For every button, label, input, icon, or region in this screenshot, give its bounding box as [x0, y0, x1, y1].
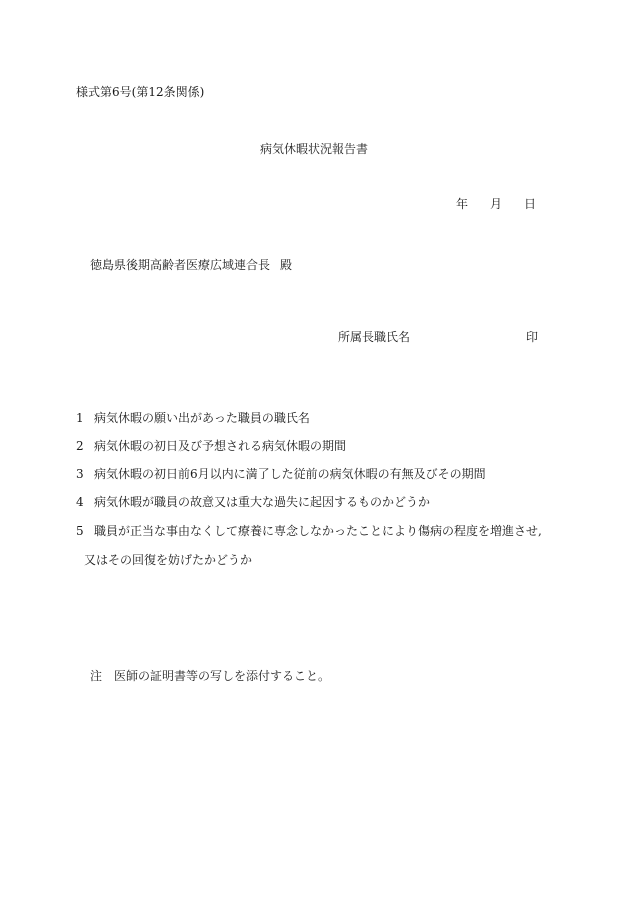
item-number: 2 — [76, 439, 84, 453]
item-text: 職員が正当な事由なくして療養に専念しなかったことにより傷病の程度を増進させ, — [94, 524, 542, 538]
item-text: 病気休暇の願い出があった職員の職氏名 — [94, 411, 310, 425]
note-text: 医師の証明書等の写しを添付すること。 — [114, 669, 331, 683]
sender-label: 所属長職氏名 — [338, 330, 411, 344]
seal-mark: 印 — [526, 330, 539, 344]
item-text: 病気休暇が職員の故意又は重大な過失に起因するものかどうか — [94, 495, 431, 509]
document-title: 病気休暇状況報告書 — [260, 142, 369, 156]
list-item — [76, 524, 542, 538]
addressee-name: 徳島県後期高齢者医療広域連合長 — [90, 258, 271, 272]
item-number: 5 — [76, 524, 84, 538]
item-number: 1 — [76, 411, 84, 425]
item-number: 3 — [76, 467, 84, 481]
list-item — [76, 411, 310, 425]
form-number: 様式第6号(第12条関係) — [76, 85, 205, 99]
item-text: 病気休暇の初日及び予想される病気休暇の期間 — [94, 439, 347, 453]
note — [90, 669, 330, 683]
list-item — [76, 495, 430, 509]
note-label: 注 — [90, 669, 103, 683]
item-text-continuation: 又はその回復を妨げたかどうか — [84, 553, 253, 567]
date-day-label: 日 — [524, 197, 537, 211]
list-item — [76, 467, 486, 481]
item-number: 4 — [76, 495, 84, 509]
date-year-label: 年 — [456, 197, 469, 211]
addressee — [90, 258, 292, 272]
addressee-honorific: 殿 — [280, 258, 293, 272]
date-line — [456, 197, 536, 211]
list-item — [76, 439, 346, 453]
date-month-label: 月 — [490, 197, 503, 211]
item-text: 病気休暇の初日前6月以内に満了した従前の病気休暇の有無及びその期間 — [94, 467, 486, 481]
